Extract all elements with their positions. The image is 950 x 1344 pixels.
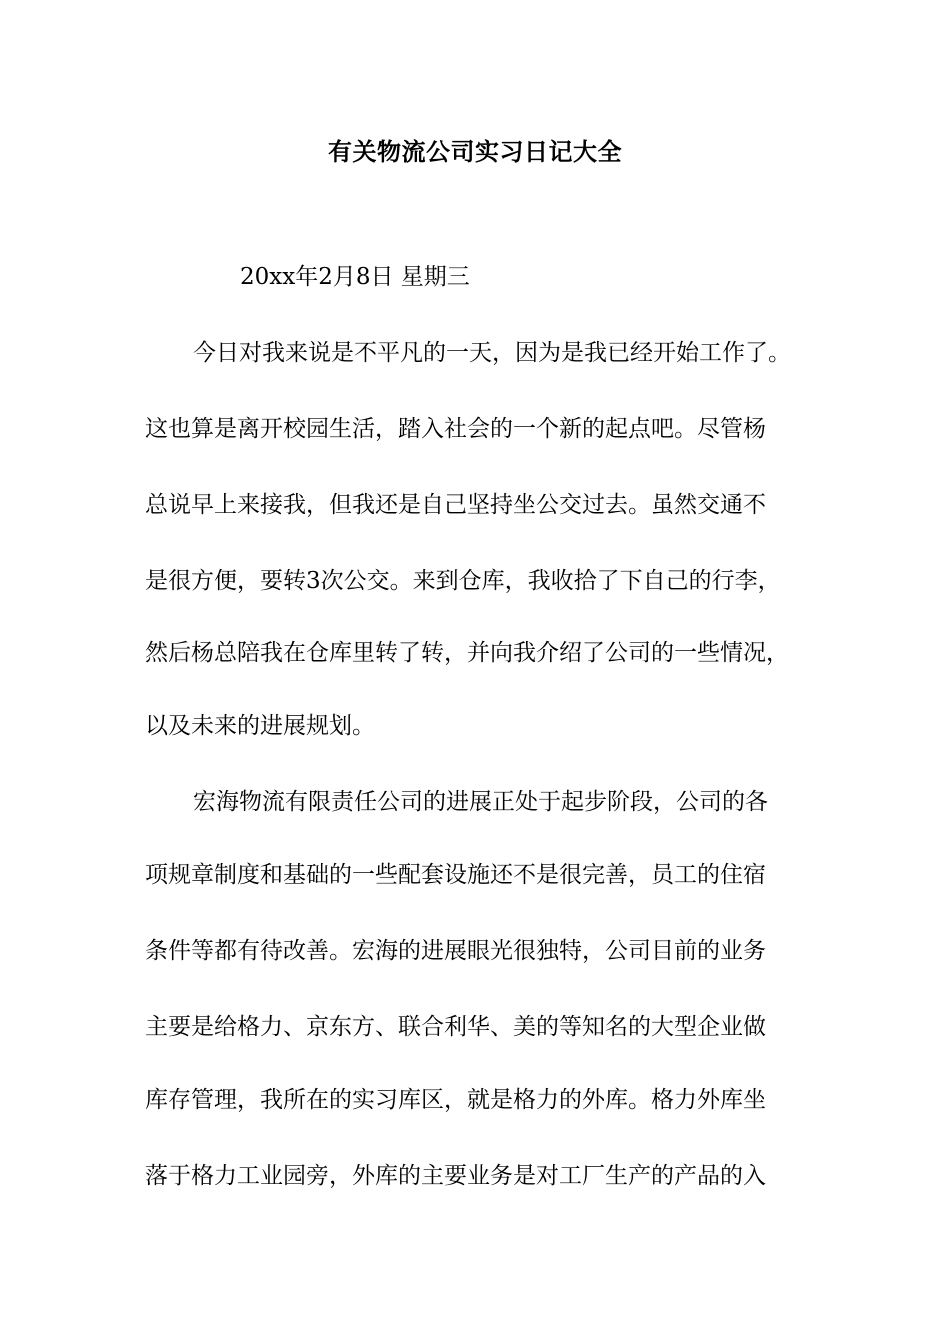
paragraph-line: 主要是给格力、京东方、联合利华、美的等知名的大型企业做	[145, 1014, 766, 1040]
paragraph-line: 库存管理，我所在的实习库区，就是格力的外库。格力外库坐	[145, 1087, 766, 1113]
paragraph-line: 项规章制度和基础的一些配套设施还不是很完善，员工的住宿	[145, 862, 766, 888]
document-title: 有关物流公司实习日记大全	[328, 138, 622, 166]
paragraph-line: 总说早上来接我，但我还是自己坚持坐公交过去。虽然交通不	[145, 492, 766, 518]
diary-date-line: 20xx年2月8日 星期三	[240, 264, 470, 290]
paragraph-line: 是很方便，要转3次公交。来到仓库，我收拾了下自己的行李，	[145, 568, 781, 594]
paragraph-line: 今日对我来说是不平凡的一天，因为是我已经开始工作了。	[193, 340, 791, 366]
paragraph-line: 落于格力工业园旁，外库的主要业务是对工厂生产的产品的入	[145, 1163, 766, 1189]
paragraph-line: 以及未来的进展规划。	[145, 713, 375, 739]
paragraph-line: 宏海物流有限责任公司的进展正处于起步阶段，公司的各	[193, 789, 768, 815]
paragraph-line: 条件等都有待改善。宏海的进展眼光很独特，公司目前的业务	[145, 938, 766, 964]
paragraph-line: 这也算是离开校园生活，踏入社会的一个新的起点吧。尽管杨	[145, 416, 766, 442]
paragraph-line: 然后杨总陪我在仓库里转了转，并向我介绍了公司的一些情况，	[145, 640, 789, 666]
